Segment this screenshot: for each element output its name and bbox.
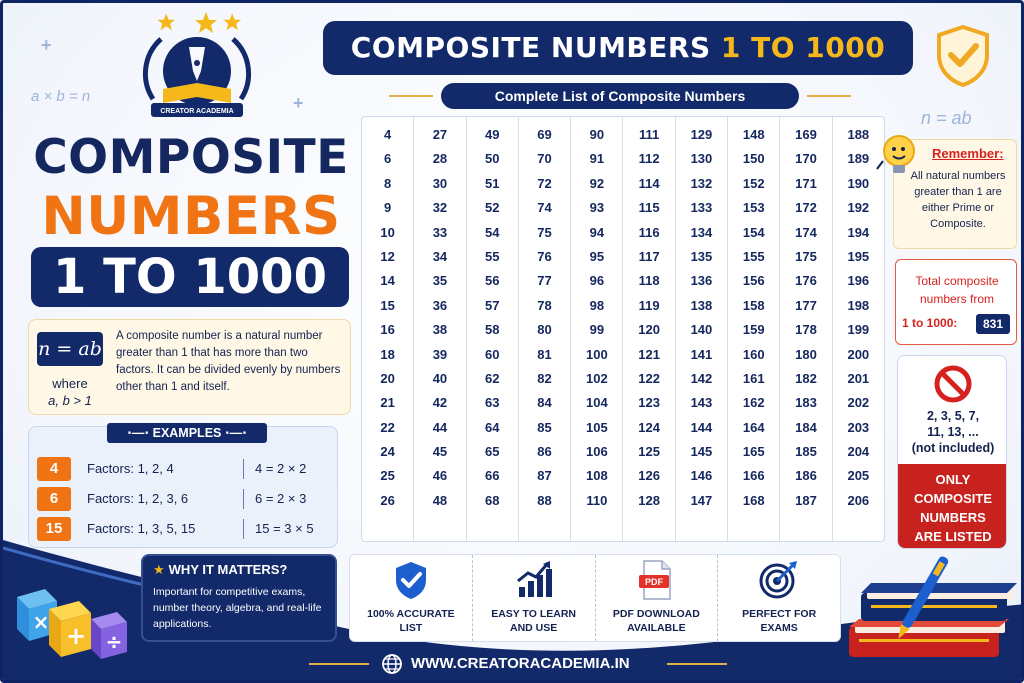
number-cell: 90 [589,127,605,142]
star-icon: ★ [153,562,165,577]
header-title-range: 1 TO 1000 [720,31,886,64]
books-pen-icon [845,555,1021,673]
header-title-main: COMPOSITE NUMBERS [350,31,711,64]
example-factors: Factors: 1, 2, 3, 6 [87,491,189,506]
number-cell: 115 [638,200,660,216]
number-cell: 121 [638,346,660,362]
number-cell: 140 [690,322,713,338]
feature-accurate [350,555,473,641]
number-cell: 183 [795,395,817,411]
number-cell: 102 [585,370,608,386]
example-row [37,487,333,513]
number-cell: 10 [380,224,395,240]
number-cell: 152 [742,175,765,191]
decor-plus: + [293,93,304,113]
number-cell: 25 [380,468,395,484]
feature-label: PDF DOWNLOAD AVAILABLE [612,608,700,634]
number-column [519,117,571,541]
divider [807,95,851,97]
number-cell: 108 [585,468,608,484]
number-cell: 8 [384,175,392,191]
feature-pdf [596,555,719,641]
number-cell: 135 [690,248,713,264]
number-cell: 147 [690,492,713,508]
chart-growth-icon [514,559,554,601]
feature-easy [473,555,596,641]
number-cell: 148 [742,127,765,142]
number-cell: 84 [537,395,552,411]
primes-list: 2, 3, 5, 7, 11, 13, ... (not included) [911,409,995,455]
academy-logo [135,11,259,131]
number-cell: 180 [795,346,817,362]
example-row [37,517,333,543]
header-subtitle: Complete List of Composite Numbers [441,83,799,109]
number-cell: 30 [432,175,448,191]
number-cell: 33 [432,224,448,240]
number-cell: 28 [432,151,448,167]
number-cell: 81 [537,346,552,362]
number-cell: 62 [485,370,500,386]
number-cell: 120 [638,322,660,338]
number-cell: 45 [432,444,448,460]
number-cell: 35 [432,273,448,289]
number-cell: 129 [690,127,713,142]
example-number: 15 [37,517,71,541]
number-cell: 9 [384,200,392,216]
number-cell: 27 [432,127,448,142]
example-number: 4 [37,457,71,481]
shield-check-icon [391,559,431,601]
number-cell: 57 [485,297,500,313]
number-cell: 64 [485,419,500,435]
number-cell: 4 [384,127,392,142]
number-cell: 199 [847,322,870,338]
number-cell: 142 [690,370,713,386]
example-factors: Factors: 1, 2, 4 [87,461,174,476]
number-cell: 177 [795,297,817,313]
example-number: 6 [37,487,71,511]
number-cell: 14 [380,273,395,289]
number-column [571,117,623,541]
math-cubes-icon [13,571,143,671]
example-equation: 6 = 2 × 3 [255,491,307,506]
main-title-line2: NUMBERS [41,186,341,247]
divider [667,663,727,665]
decor-formula: a × b = n [31,88,91,105]
example-factors: Factors: 1, 3, 5, 15 [87,521,196,536]
number-cell: 195 [847,248,870,264]
svg-text:×: × [32,610,50,634]
primes-excluded-box [897,355,1007,549]
number-cell: 69 [537,127,552,142]
remember-title: Remember: [932,146,1004,161]
number-cell: 94 [589,224,605,240]
number-cell: 158 [742,297,765,313]
number-cell: 91 [589,151,605,167]
header-title [323,21,913,75]
number-cell: 114 [638,175,660,191]
number-cell: 192 [847,200,870,216]
number-cell: 20 [380,370,395,386]
number-cell: 150 [742,151,765,167]
number-cell: 164 [742,419,765,435]
number-cell: 196 [847,273,870,289]
number-cell: 145 [690,444,713,460]
number-cell: 153 [742,200,765,216]
number-cell: 146 [690,468,713,484]
target-icon [759,559,799,601]
number-cell: 119 [638,297,660,313]
divider [243,459,244,479]
number-cell: 128 [638,492,660,508]
number-cell: 198 [847,297,870,313]
number-cell: 200 [847,346,870,362]
number-cell: 204 [847,444,870,460]
number-cell: 176 [795,273,817,289]
lightbulb-icon [873,131,917,187]
number-cell: 77 [537,273,552,289]
number-cell: 58 [485,322,500,338]
shield-check-icon [933,23,993,89]
number-cell: 185 [795,444,817,460]
number-column [467,117,519,541]
number-cell: 194 [847,224,870,240]
number-cell: 156 [742,273,765,289]
number-cell: 111 [639,127,660,142]
number-cell: 186 [795,468,817,484]
main-title-line1: COMPOSITE [33,130,349,185]
number-cell: 36 [432,297,448,313]
where-condition: a, b > 1 [48,393,92,408]
where-label: where [52,376,88,391]
number-cell: 144 [690,419,713,435]
number-cell: 130 [690,151,713,167]
number-cell: 50 [485,151,500,167]
feature-label: 100% ACCURATE LIST [367,608,455,634]
number-cell: 206 [847,492,870,508]
number-cell: 51 [485,175,500,191]
why-text: Important for competitive exams, number theory, algebra, and real-life applications. [153,586,322,630]
number-cell: 22 [380,419,395,435]
number-cell: 132 [690,175,713,191]
examples-box [28,426,338,548]
number-cell: 82 [537,370,552,386]
logo-text: CREATOR ACADEMIA [160,108,234,115]
number-cell: 65 [485,444,500,460]
number-cell: 66 [485,468,500,484]
examples-heading: ⋅—⋅ EXAMPLES ⋅—⋅ [107,423,267,443]
example-row [37,457,333,483]
number-cell: 98 [589,297,605,313]
number-cell: 52 [485,200,500,216]
total-range-label: 1 to 1000: [902,316,958,330]
feature-label: PERFECT FOR EXAMS [742,608,817,634]
number-cell: 174 [795,224,817,240]
number-cell: 54 [485,224,500,240]
number-cell: 165 [742,444,765,460]
number-cell: 106 [585,444,608,460]
number-column [728,117,780,541]
number-cell: 178 [795,322,817,338]
formula-tag: n = ab [37,332,103,366]
number-cell: 68 [485,492,500,508]
number-cell: 6 [384,151,392,167]
number-cell: 112 [638,151,660,167]
number-cell: 171 [795,175,817,191]
number-cell: 124 [638,419,660,435]
number-cell: 190 [847,175,870,191]
svg-text:÷: ÷ [105,630,123,654]
number-cell: 80 [537,322,552,338]
website-url[interactable]: WWW.CREATORACADEMIA.IN [381,653,661,675]
number-cell: 203 [847,419,870,435]
number-cell: 122 [638,370,660,386]
number-cell: 87 [537,468,552,484]
definition-text: A composite number is a natural number greater than 1 that has more than two factors. It can be divided evenly by numbers other than 1 and itself. [116,330,341,393]
svg-text:PDF: PDF [645,577,664,587]
number-cell: 18 [380,346,395,362]
feature-label: EASY TO LEARN AND USE [491,608,577,634]
number-cell: 136 [690,273,713,289]
number-cell: 123 [638,395,660,411]
number-column [623,117,675,541]
number-cell: 38 [432,322,448,338]
number-cell: 161 [742,370,765,386]
number-cell: 205 [847,468,870,484]
number-cell: 76 [537,248,552,264]
number-cell: 110 [586,492,608,508]
globe-icon [381,653,403,675]
number-cell: 34 [432,248,448,264]
number-cell: 26 [380,492,395,508]
number-cell: 55 [485,248,500,264]
example-equation: 15 = 3 × 5 [255,521,314,536]
prohibited-icon [933,364,973,404]
main-title-range: 1 TO 1000 [31,247,349,307]
number-cell: 160 [742,346,765,362]
number-cell: 99 [589,322,605,338]
number-column [780,117,832,541]
number-cell: 12 [380,248,395,264]
remember-text: All natural numbers greater than 1 are either Prime or Composite. [910,170,1006,230]
number-cell: 170 [795,151,817,167]
number-cell: 184 [795,419,817,435]
number-cell: 189 [847,151,870,167]
number-cell: 187 [795,492,817,508]
number-column [362,117,414,541]
number-cell: 39 [432,346,448,362]
number-cell: 21 [380,395,395,411]
composite-numbers-table [361,116,885,542]
total-label: Total composite numbers from [915,274,999,306]
number-cell: 105 [585,419,608,435]
number-cell: 166 [742,468,765,484]
why-title: ★ WHY IT MATTERS? [153,562,288,577]
number-cell: 24 [380,444,395,460]
number-cell: 74 [537,200,552,216]
number-cell: 175 [795,248,817,264]
number-cell: 93 [589,200,605,216]
why-it-matters-box [141,554,337,642]
number-cell: 92 [589,175,605,191]
number-cell: 75 [537,224,552,240]
features-bar [349,554,841,642]
number-cell: 32 [432,200,448,216]
number-cell: 141 [690,346,713,362]
number-cell: 44 [432,419,448,435]
number-cell: 172 [795,200,817,216]
number-column [414,117,466,541]
number-cell: 15 [380,297,395,313]
number-cell: 155 [742,248,765,264]
number-cell: 16 [380,322,395,338]
divider [389,95,433,97]
number-cell: 134 [690,224,713,240]
number-cell: 126 [638,468,660,484]
number-cell: 202 [847,395,870,411]
feature-exams [718,555,840,641]
pdf-file-icon [636,559,676,601]
decor-plus: + [41,35,52,55]
number-cell: 159 [742,322,765,338]
number-cell: 201 [847,370,870,386]
decor-formula: n = ab [921,108,972,128]
number-cell: 49 [485,127,500,142]
number-cell: 63 [485,395,500,411]
number-cell: 60 [485,346,500,362]
number-cell: 48 [432,492,448,508]
number-cell: 138 [690,297,713,313]
number-cell: 56 [485,273,500,289]
total-count-value: 831 [976,314,1010,334]
number-cell: 42 [432,395,448,411]
number-cell: 117 [638,248,660,264]
number-cell: 188 [847,127,870,142]
number-cell: 88 [537,492,552,508]
number-cell: 86 [537,444,552,460]
only-composite-banner: ONLY COMPOSITE NUMBERS ARE LISTED [898,464,1007,549]
divider [243,489,244,509]
divider [243,519,244,539]
total-count-box [895,259,1017,345]
number-cell: 125 [638,444,660,460]
number-cell: 95 [589,248,605,264]
number-cell: 40 [432,370,448,386]
number-cell: 96 [589,273,605,289]
number-cell: 133 [690,200,713,216]
number-cell: 46 [432,468,448,484]
number-cell: 168 [742,492,765,508]
definition-box [28,319,351,415]
divider [309,663,369,665]
number-cell: 182 [795,370,817,386]
number-cell: 162 [742,395,765,411]
number-cell: 169 [795,127,817,142]
number-cell: 143 [690,395,713,411]
svg-text:+: + [65,622,87,650]
number-cell: 72 [537,175,552,191]
number-cell: 100 [585,346,608,362]
number-cell: 70 [537,151,552,167]
number-column [676,117,728,541]
number-cell: 85 [537,419,552,435]
number-cell: 104 [585,395,608,411]
number-cell: 116 [638,224,660,240]
number-cell: 78 [537,297,552,313]
example-equation: 4 = 2 × 2 [255,461,307,476]
number-cell: 154 [742,224,765,240]
number-cell: 118 [638,273,660,289]
